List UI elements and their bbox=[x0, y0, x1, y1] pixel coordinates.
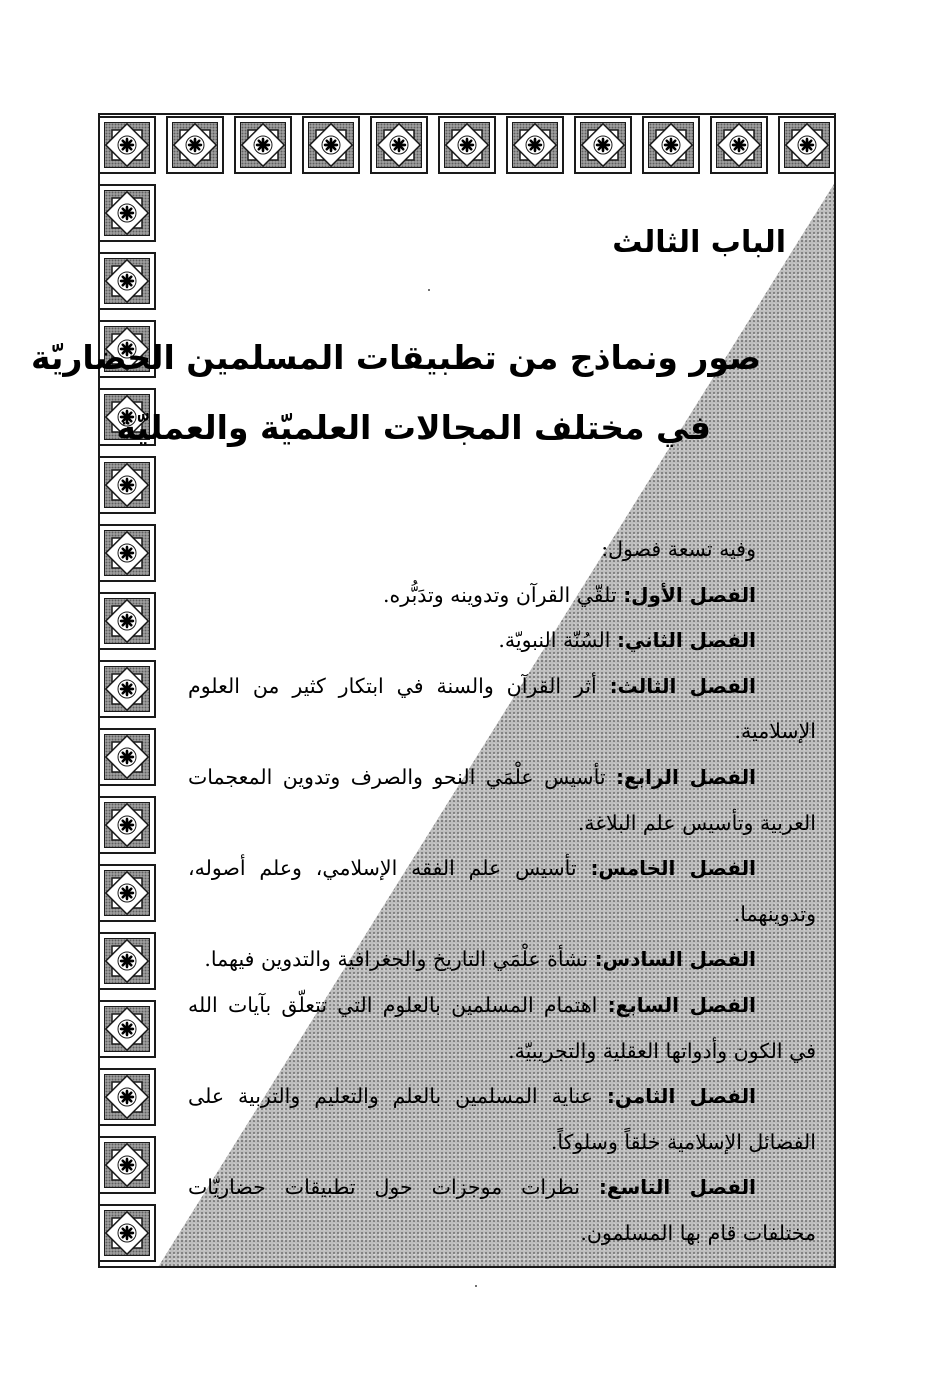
chapters-list bbox=[188, 527, 816, 1257]
octagram-ornament-icon bbox=[100, 1002, 154, 1056]
part-heading: الباب الثالث bbox=[612, 225, 786, 260]
octagram-ornament-icon bbox=[100, 730, 154, 784]
octagram-ornament-icon bbox=[304, 118, 358, 172]
octagram-ornament-icon bbox=[100, 1070, 154, 1124]
chapter-label: الفصل الرابع: bbox=[615, 764, 756, 789]
chapter-text: تأسيس علم الفقه الإسلامي، وعلم أصوله، وتدوينهما. bbox=[188, 856, 816, 926]
border-tile bbox=[98, 660, 156, 718]
octagram-ornament-icon bbox=[780, 118, 834, 172]
chapter-text: اهتمام المسلمين بالعلوم التي تتعلّق بآيات الله في الكون وأدواتها العقلية والتجريبيّة. bbox=[188, 992, 816, 1063]
chapter-entry-4 bbox=[188, 755, 816, 846]
octagram-ornament-icon bbox=[168, 118, 222, 172]
octagram-ornament-icon bbox=[100, 866, 154, 920]
border-tile bbox=[642, 116, 700, 174]
octagram-ornament-icon bbox=[100, 186, 154, 240]
octagram-ornament-icon bbox=[100, 1206, 154, 1260]
octagram-ornament-icon bbox=[100, 662, 154, 716]
octagram-ornament-icon bbox=[100, 458, 154, 512]
speck bbox=[475, 1285, 477, 1287]
chapter-text: عناية المسلمين بالعلم والتعليم والتربية على الفضائل الإسلامية خلقاً وسلوكاً. bbox=[188, 1084, 816, 1154]
octagram-ornament-icon bbox=[508, 118, 562, 172]
octagram-ornament-icon bbox=[100, 594, 154, 648]
border-tile bbox=[98, 184, 156, 242]
chapter-entry-2 bbox=[188, 618, 816, 664]
chapter-label: الفصل الثالث: bbox=[609, 673, 756, 698]
chapter-text: أثر القرآن والسنة في ابتكار كثير من العلوم الإسلامية. bbox=[188, 673, 816, 744]
border-tile bbox=[98, 252, 156, 310]
title-line-2: في مختلف المجالات العلميّة والعمليّة bbox=[116, 408, 711, 447]
chapter-text: السُنّة النبويّة. bbox=[498, 628, 617, 653]
chapter-text: تأسيس علْمَي النحو والصرف وتدوين المعجمات العربية وتأسيس علم البلاغة. bbox=[188, 764, 816, 835]
chapter-label: الفصل التاسع: bbox=[598, 1175, 756, 1200]
chapter-entry-8 bbox=[188, 1074, 816, 1165]
octagram-ornament-icon bbox=[372, 118, 426, 172]
chapter-entry-7 bbox=[188, 983, 816, 1074]
border-tile bbox=[98, 524, 156, 582]
octagram-ornament-icon bbox=[712, 118, 766, 172]
octagram-ornament-icon bbox=[236, 118, 290, 172]
border-tile bbox=[506, 116, 564, 174]
chapter-entry-1 bbox=[188, 573, 816, 619]
border-tile bbox=[98, 1204, 156, 1262]
border-tile bbox=[166, 116, 224, 174]
chapter-label: الفصل الثامن: bbox=[606, 1084, 756, 1109]
chapter-label: الفصل الخامس: bbox=[590, 856, 756, 881]
chapter-label: الفصل السابع: bbox=[607, 992, 756, 1017]
octagram-ornament-icon bbox=[100, 934, 154, 988]
octagram-ornament-icon bbox=[576, 118, 630, 172]
chapter-entry-3 bbox=[188, 664, 816, 755]
border-tile bbox=[98, 864, 156, 922]
speck bbox=[428, 289, 430, 291]
border-tile bbox=[234, 116, 292, 174]
border-tile bbox=[98, 456, 156, 514]
octagram-ornament-icon bbox=[440, 118, 494, 172]
chapter-label: الفصل الثاني: bbox=[616, 628, 756, 653]
chapter-label: الفصل الأول: bbox=[623, 582, 756, 607]
border-tile bbox=[574, 116, 632, 174]
border-tile bbox=[778, 116, 836, 174]
chapter-entry-6 bbox=[188, 937, 816, 983]
border-tile bbox=[98, 116, 156, 174]
chapter-text: نشأة علْمَي التاريخ والجغرافية والتدوين فيهما. bbox=[204, 947, 595, 972]
intro-line: وفيه تسعة فصول: bbox=[601, 537, 756, 561]
chapter-text: تلقّي القرآن وتدوينه وتدَبُّره. bbox=[383, 582, 624, 607]
octagram-ornament-icon bbox=[100, 118, 154, 172]
chapter-entry-9 bbox=[188, 1165, 816, 1256]
border-tile bbox=[438, 116, 496, 174]
octagram-ornament-icon bbox=[100, 1138, 154, 1192]
chapter-entry-5 bbox=[188, 846, 816, 937]
border-tile bbox=[370, 116, 428, 174]
octagram-ornament-icon bbox=[100, 526, 154, 580]
octagram-ornament-icon bbox=[100, 254, 154, 308]
title-line-1: صور ونماذج من تطبيقات المسلمين الحضاريّة bbox=[30, 338, 761, 377]
border-tile bbox=[98, 932, 156, 990]
chapter-label: الفصل السادس: bbox=[594, 947, 756, 972]
border-tile bbox=[710, 116, 768, 174]
border-tile bbox=[302, 116, 360, 174]
octagram-ornament-icon bbox=[100, 798, 154, 852]
border-tile bbox=[98, 1000, 156, 1058]
border-tile bbox=[98, 1136, 156, 1194]
chapter-text: نظرات موجزات حول تطبيقات حضاريّات مختلفات قام بها المسلمون. bbox=[188, 1175, 816, 1245]
border-tile bbox=[98, 728, 156, 786]
border-tile bbox=[98, 592, 156, 650]
octagram-ornament-icon bbox=[644, 118, 698, 172]
border-tile bbox=[98, 1068, 156, 1126]
border-tile bbox=[98, 796, 156, 854]
